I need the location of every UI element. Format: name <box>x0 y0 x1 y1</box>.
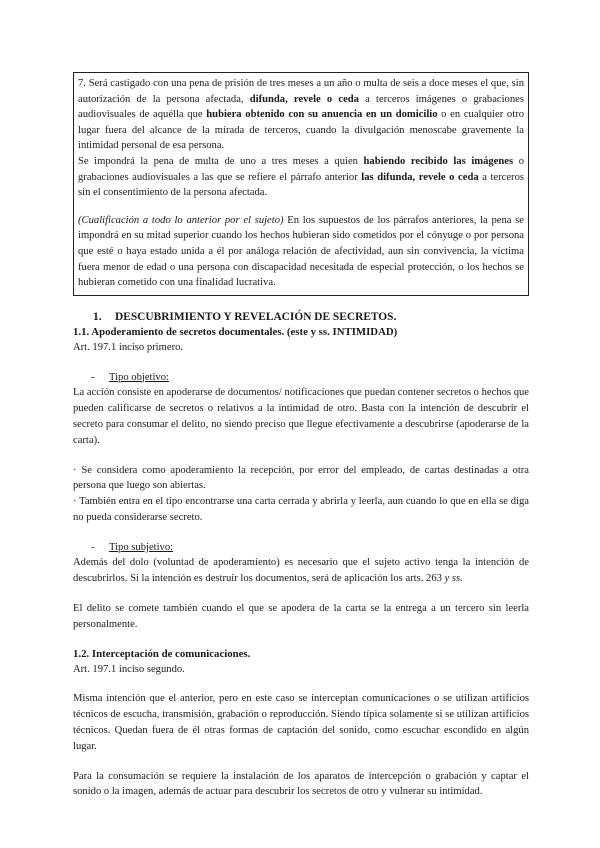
interception-paragraph-1: Misma intención que el anterior, pero en este caso se interceptan comunicaciones o se utilizan artificios técnicos de escucha, transmisión, grabación o reproducción. Siendo típica solamente si se utilizan artificios técnicos. Quedan fuera de él otras formas de captación del sonido, como escuchar escondido en algún lugar. <box>73 693 529 752</box>
italic-run: y ss. <box>444 573 463 585</box>
text-run: a terceros imágenes o grabaciones audiovisuales de aquélla que <box>78 93 524 121</box>
text-run: 7. Será castigado con una pena de prisión de tres meses a un año o multa de seis a doce meses el que, sin autorización de la persona afectada, <box>78 78 524 105</box>
text-run: Además del dolo (voluntad de apoderamiento) es necesario que el sujeto activo tenga la intención de descubrirlos. Si la intención es destruir los documentos, será de aplicación los arts. 263 <box>73 557 529 585</box>
text-run: o en cualquier otro lugar fuera del alcance de la mirada de terceros, cuando la divulgación menoscabe gravemente la intimidad personal de esa persona. <box>78 109 524 152</box>
text-run: Se impondrá la pena de multa de uno a tres meses a quien <box>78 155 364 167</box>
bold-run: las difunda, revele o ceda <box>361 171 479 183</box>
bullet-tipo-subjetivo <box>73 540 529 556</box>
subsection-title-1-2: 1.2. Interceptación de comunicaciones. <box>73 647 251 660</box>
box-paragraph-1 <box>78 76 524 154</box>
bullet-label: Tipo subjetivo: <box>109 541 174 553</box>
document-page <box>73 72 529 800</box>
article-reference: Art. 197.1 inciso segundo. <box>73 663 185 675</box>
bullet-dash: - <box>91 541 95 553</box>
objective-note-2: · También entra en el tipo encontrarse una carta cerrada y abrirla y leerla, aun cuando lo que en ella se diga no pueda considerarse secreto. <box>73 496 529 523</box>
objective-note-1: · Se considera como apoderamiento la recepción, por error del empleado, de cartas destinadas a otra persona que luego son abiertas. <box>73 464 529 492</box>
interception-paragraph-2: Para la consumación se requiere la instalación de los aparatos de intercepción o grabación y captar el sonido o la imagen, además de actuar para descubrir los secretos de otro y vulnerar su intimidad. <box>73 770 529 798</box>
bullet-label: Tipo objetivo: <box>109 371 169 383</box>
bold-run: difunda, revele o ceda <box>249 93 359 105</box>
objective-paragraph: La acción consiste en apoderarse de documentos/ notificaciones que puedan contener secretos o hechos que pueden calificarse de secretos o relativos a la intimidad de otro. Basta con la intención de descubrir el secreto para consumar el delito, no siendo preciso que llegue efectivamente a descubrirse (apoderarse de la carta). <box>73 387 529 446</box>
article-reference: Art. 197.1 inciso primero. <box>73 341 184 353</box>
extra-paragraph: El delito se comete también cuando el que se apodera de la carta se la entrega a un tercero sin leerla personalmente. <box>73 603 529 630</box>
legal-text-box <box>73 72 529 296</box>
bullet-tipo-objetivo <box>73 370 529 386</box>
text-run: o grabaciones audiovisuales a las que se refiere el párrafo anterior <box>78 155 524 183</box>
bold-run: hubiera obtenido con su anuencia en un domicilio <box>206 109 438 121</box>
section-number: 1. <box>93 310 102 323</box>
text-run: a terceros sin el consentimiento de la persona afectada. <box>78 171 524 199</box>
section-heading <box>73 310 529 325</box>
text-run: En los supuestos de los párrafos anteriores, la pena se impondrá en su mitad superior cuando los hechos hubieran sido cometidos por el cónyuge o por persona que esté o haya estado unida a él por análoga relación de afectividad, aun sin convivencia, la víctima fuera menor de edad o una persona con discapacidad necesitada de especial protección, o los hechos se hubieran cometido con una finalidad lucrativa. <box>78 214 525 289</box>
subjective-paragraph <box>73 555 529 587</box>
box-paragraph-2 <box>78 154 524 201</box>
bullet-dash: - <box>91 371 95 383</box>
box-paragraph-3 <box>78 213 524 291</box>
section-title: DESCUBRIMIENTO Y REVELACIÓN DE SECRETOS. <box>115 310 397 323</box>
italic-run: (Cualificación a todo lo anterior por el sujeto) <box>78 214 284 226</box>
subsection-title-1-1: 1.1. Apoderamiento de secretos documentales. (este y ss. INTIMIDAD) <box>73 325 398 338</box>
bold-run: habiendo recibido las imágenes <box>363 155 514 167</box>
